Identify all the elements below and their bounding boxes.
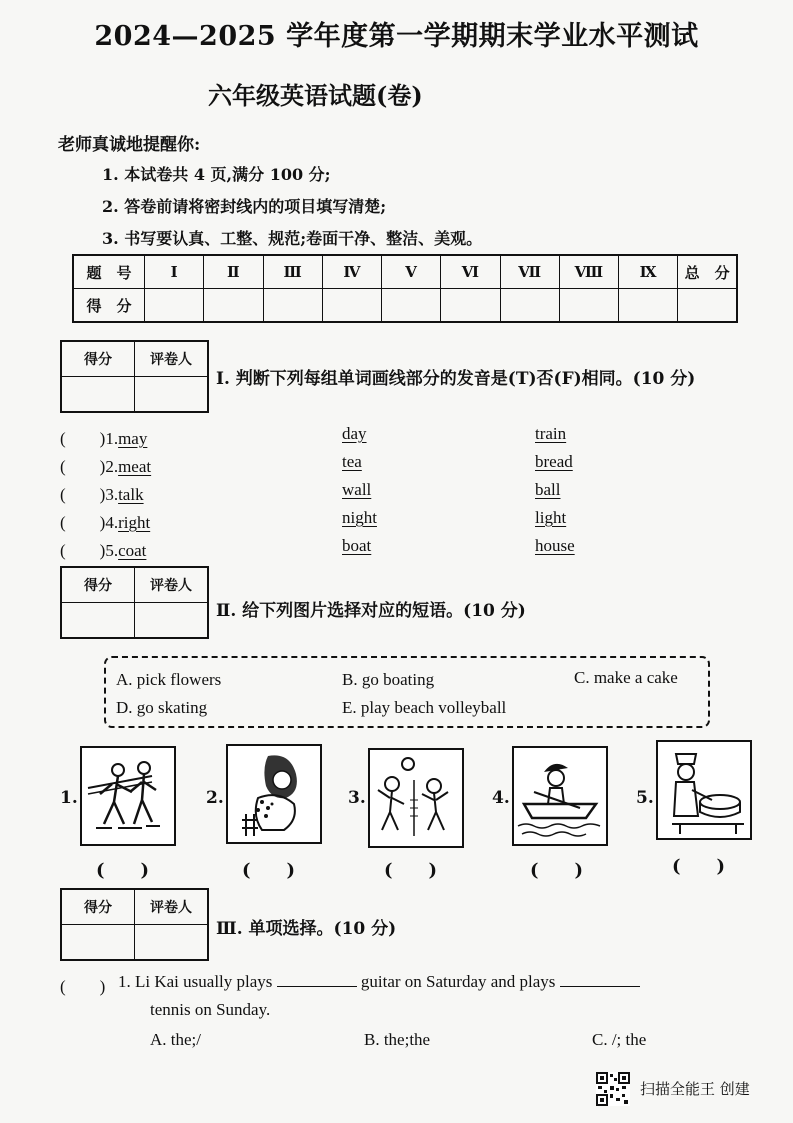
- answer-blank[interactable]: [560, 972, 640, 987]
- answer-paren[interactable]: ( ): [384, 860, 438, 881]
- grader-name-label: 评卷人: [135, 567, 209, 603]
- item-number: 5.: [105, 541, 119, 560]
- grader-name-label: 评卷人: [135, 341, 209, 377]
- answer-paren[interactable]: ( ): [530, 860, 584, 881]
- grader-score-cell[interactable]: [61, 925, 135, 961]
- choice-c[interactable]: C. /; the: [592, 1030, 647, 1049]
- section3-title: Ⅲ. 单项选择。(10 分): [216, 919, 397, 939]
- grader-score-label: 得分: [61, 341, 135, 377]
- grader-box: [60, 340, 209, 413]
- score-table-label: 题 号: [73, 255, 145, 289]
- answer-paren[interactable]: ( ): [672, 856, 726, 877]
- score-cell[interactable]: [382, 289, 441, 323]
- word: right: [118, 513, 151, 532]
- score-table-col: Ⅳ: [322, 255, 381, 289]
- flowers-picture-icon: [226, 744, 322, 844]
- score-table: [72, 254, 738, 323]
- score-cell[interactable]: [559, 289, 618, 323]
- picture-number: 1.: [60, 788, 78, 808]
- word: train: [535, 424, 567, 443]
- word: meat: [118, 457, 152, 476]
- boating-picture-icon: [512, 746, 608, 846]
- grader-box: [60, 566, 209, 639]
- score-table-col: Ⅶ: [500, 255, 559, 289]
- picture-number: 2.: [206, 788, 224, 808]
- picture-number: 4.: [492, 788, 510, 808]
- grader-name-label: 评卷人: [135, 889, 209, 925]
- answer-paren[interactable]: ( ): [96, 860, 150, 881]
- score-cell[interactable]: [204, 289, 263, 323]
- score-table-col: Ⅴ: [382, 255, 441, 289]
- answer-paren[interactable]: ( ): [60, 541, 106, 560]
- word: day: [342, 424, 367, 443]
- score-table-col-total: 总 分: [678, 255, 737, 289]
- notice-item: 2. 答卷前请将密封线内的项目填写清楚;: [102, 197, 387, 216]
- cake-picture-icon: [656, 740, 752, 840]
- grader-name-cell[interactable]: [135, 925, 209, 961]
- question-text-a: 1. Li Kai usually plays: [118, 972, 273, 991]
- score-cell[interactable]: [263, 289, 322, 323]
- beach-volleyball-picture-icon: [368, 748, 464, 848]
- picture-number: 5.: [636, 788, 654, 808]
- score-table-score-row: [73, 289, 737, 323]
- answer-paren[interactable]: ( ): [60, 457, 106, 476]
- grader-name-cell[interactable]: [135, 603, 209, 639]
- item-number: 3.: [105, 485, 119, 504]
- word: coat: [118, 541, 147, 560]
- option-d: D. go skating: [116, 698, 208, 717]
- notice-heading: 老师真诚地提醒你:: [58, 135, 201, 155]
- score-cell[interactable]: [500, 289, 559, 323]
- word: tea: [342, 452, 362, 471]
- exam-title: 2024—2025 学年度第一学期期末学业水平测试: [94, 21, 699, 52]
- notice-item: 1. 本试卷共 4 页,满分 100 分;: [102, 165, 331, 184]
- word: light: [535, 508, 567, 527]
- item-number: 2.: [105, 457, 119, 476]
- grader-score-label: 得分: [61, 567, 135, 603]
- list-item: [60, 508, 150, 533]
- picture-number: 3.: [348, 788, 366, 808]
- item-number: 1.: [105, 429, 119, 448]
- choice-a[interactable]: A. the;/: [150, 1030, 201, 1049]
- exam-subtitle: 六年级英语试题(卷): [208, 81, 423, 110]
- grader-score-cell[interactable]: [61, 603, 135, 639]
- question-text-c: tennis on Sunday.: [150, 1000, 271, 1019]
- score-table-col: Ⅰ: [145, 255, 204, 289]
- score-cell[interactable]: [145, 289, 204, 323]
- word: house: [535, 536, 575, 555]
- answer-blank[interactable]: [277, 972, 357, 987]
- section1-title: Ⅰ. 判断下列每组单词画线部分的发音是(T)否(F)相同。(10 分): [216, 369, 696, 389]
- score-cell[interactable]: [441, 289, 500, 323]
- notice-item: 3. 书写要认真、工整、规范;卷面干净、整洁、美观。: [102, 229, 483, 248]
- answer-paren[interactable]: ( ): [60, 485, 106, 504]
- option-b: B. go boating: [342, 670, 435, 689]
- answer-paren[interactable]: ( ): [60, 513, 106, 532]
- word: talk: [118, 485, 144, 504]
- score-table-label: 得 分: [73, 289, 145, 323]
- grader-name-cell[interactable]: [135, 377, 209, 413]
- scanner-watermark: 扫描全能王 创建: [640, 1080, 750, 1098]
- grader-score-label: 得分: [61, 889, 135, 925]
- answer-paren[interactable]: ( ): [60, 977, 106, 996]
- word: bread: [535, 452, 573, 471]
- score-table-col: Ⅲ: [263, 255, 322, 289]
- list-item: [60, 424, 147, 449]
- grader-score-cell[interactable]: [61, 377, 135, 413]
- option-e: E. play beach volleyball: [342, 698, 507, 717]
- word: wall: [342, 480, 372, 499]
- score-table-col: Ⅵ: [441, 255, 500, 289]
- score-table-col: Ⅸ: [619, 255, 678, 289]
- section2-title: Ⅱ. 给下列图片选择对应的短语。(10 分): [216, 601, 526, 621]
- list-item: [60, 480, 144, 505]
- score-table-header-row: [73, 255, 737, 289]
- score-cell[interactable]: [678, 289, 737, 323]
- word: night: [342, 508, 377, 527]
- answer-paren[interactable]: ( ): [242, 860, 296, 881]
- word: boat: [342, 536, 372, 555]
- item-number: 4.: [105, 513, 119, 532]
- score-cell[interactable]: [619, 289, 678, 323]
- grader-box: [60, 888, 209, 961]
- question-text: [118, 972, 640, 992]
- choice-b[interactable]: B. the;the: [364, 1030, 431, 1049]
- score-table-col: Ⅱ: [204, 255, 263, 289]
- score-cell[interactable]: [322, 289, 381, 323]
- score-table-col: Ⅷ: [559, 255, 618, 289]
- list-item: [60, 452, 151, 477]
- qr-code-icon: [596, 1072, 630, 1106]
- list-item: [60, 536, 146, 561]
- answer-paren[interactable]: ( ): [60, 429, 106, 448]
- word: may: [118, 429, 148, 448]
- word: ball: [535, 480, 561, 499]
- skating-picture-icon: [80, 746, 176, 846]
- question-text-b: guitar on Saturday and plays: [360, 972, 556, 991]
- option-a: A. pick flowers: [116, 670, 222, 689]
- option-c: C. make a cake: [574, 668, 678, 687]
